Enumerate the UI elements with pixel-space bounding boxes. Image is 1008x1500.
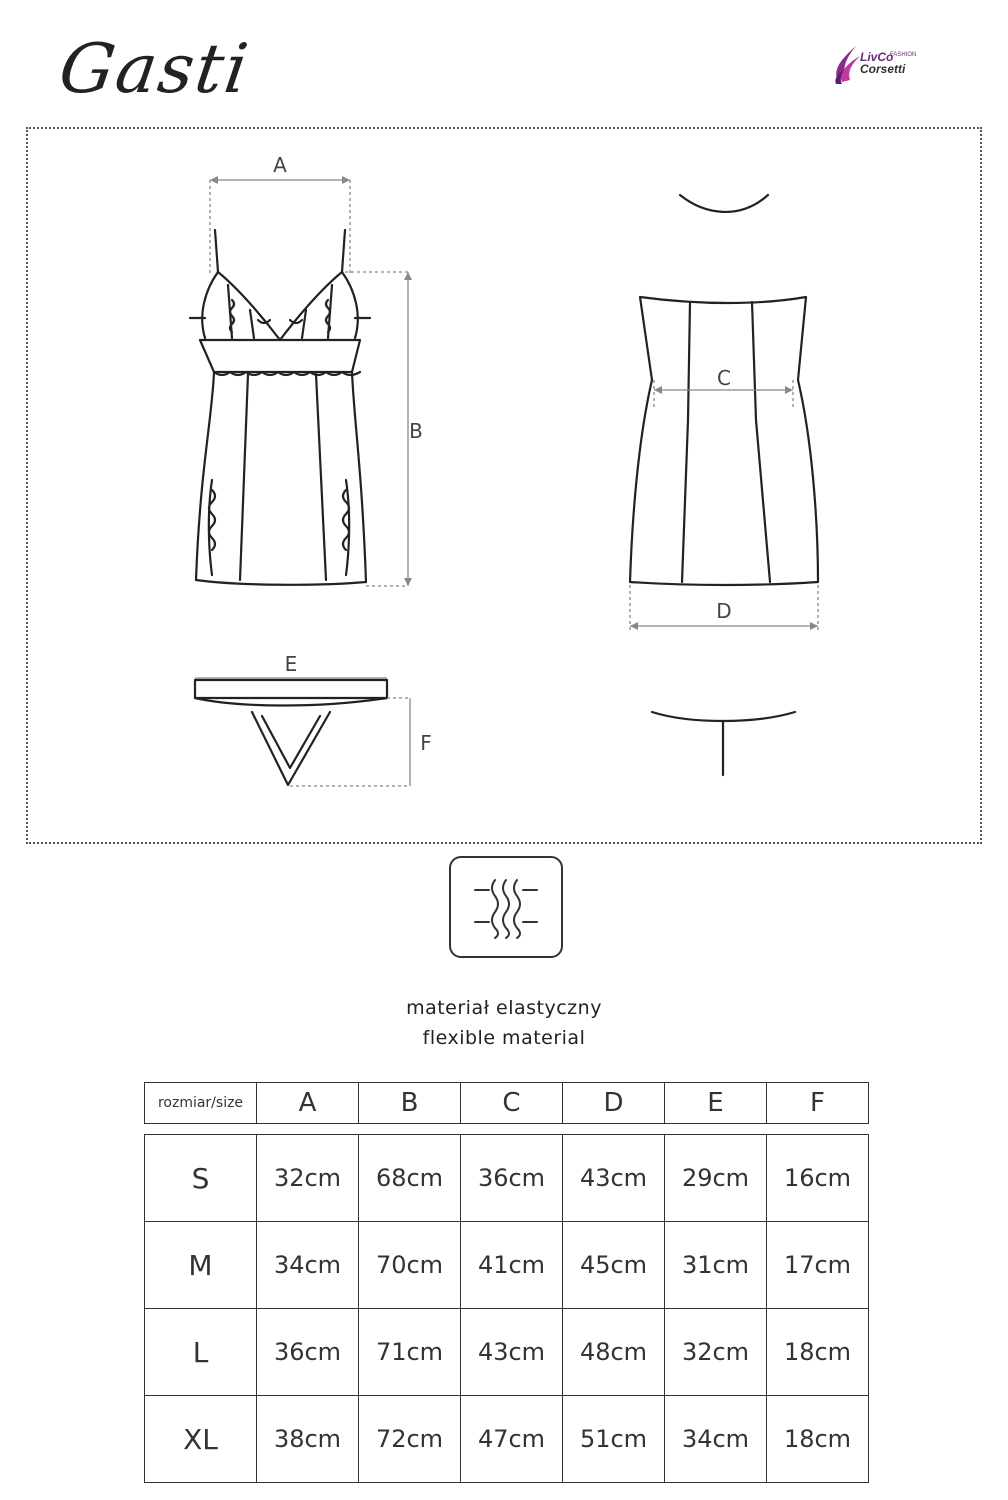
table-cell: 72cm: [359, 1396, 461, 1483]
measure-label-e: E: [284, 652, 298, 676]
table-cell: 18cm: [767, 1396, 869, 1483]
column-header-a: A: [257, 1083, 359, 1124]
table-row: [145, 1135, 869, 1222]
table-cell: 43cm: [563, 1135, 665, 1222]
table-cell: 29cm: [665, 1135, 767, 1222]
brand-name-corsetti: Corsetti: [860, 62, 906, 76]
table-cell: 38cm: [257, 1396, 359, 1483]
table-cell: 45cm: [563, 1222, 665, 1309]
size-name: M: [145, 1222, 257, 1309]
measure-label-d: D: [716, 599, 732, 623]
size-table: [144, 1082, 869, 1483]
table-cell: 43cm: [461, 1309, 563, 1396]
table-cell: 18cm: [767, 1309, 869, 1396]
stretch-material-icon: [449, 856, 563, 958]
measure-label-a: A: [273, 153, 287, 177]
size-name: S: [145, 1135, 257, 1222]
measure-label-c: C: [717, 366, 731, 390]
size-name: XL: [145, 1396, 257, 1483]
column-header-e: E: [665, 1083, 767, 1124]
table-cell: 16cm: [767, 1135, 869, 1222]
measure-label-b: B: [409, 419, 423, 443]
thong-front-drawing: [195, 680, 387, 785]
table-cell: 31cm: [665, 1222, 767, 1309]
table-row: [145, 1396, 869, 1483]
table-cell: 36cm: [257, 1309, 359, 1396]
column-header-d: D: [563, 1083, 665, 1124]
table-cell: 71cm: [359, 1309, 461, 1396]
table-cell: 70cm: [359, 1222, 461, 1309]
table-cell: 51cm: [563, 1396, 665, 1483]
table-cell: 36cm: [461, 1135, 563, 1222]
chemise-front-drawing: [190, 230, 370, 585]
table-cell: 41cm: [461, 1222, 563, 1309]
table-cell: 68cm: [359, 1135, 461, 1222]
table-cell: 17cm: [767, 1222, 869, 1309]
material-label-en: flexible material: [422, 1027, 586, 1049]
table-cell: 32cm: [665, 1309, 767, 1396]
table-row: [145, 1222, 869, 1309]
brand-fashion-tag: FASHION: [890, 52, 917, 58]
size-table-corner: rozmiar/size: [145, 1083, 257, 1124]
size-name: L: [145, 1309, 257, 1396]
table-cell: 47cm: [461, 1396, 563, 1483]
measure-label-f: F: [420, 731, 432, 755]
table-cell: 34cm: [257, 1222, 359, 1309]
product-title: Gasti: [54, 30, 255, 109]
table-cell: 32cm: [257, 1135, 359, 1222]
material-label-pl: materiał elastyczny: [406, 997, 602, 1019]
column-header-f: F: [767, 1083, 869, 1124]
table-cell: 34cm: [665, 1396, 767, 1483]
column-header-c: C: [461, 1083, 563, 1124]
table-cell: 48cm: [563, 1309, 665, 1396]
table-row: [145, 1309, 869, 1396]
thong-back-drawing: [652, 712, 795, 775]
brand-name-livco: LivCo: [860, 50, 894, 64]
column-header-b: B: [359, 1083, 461, 1124]
size-table-header: [145, 1083, 869, 1124]
